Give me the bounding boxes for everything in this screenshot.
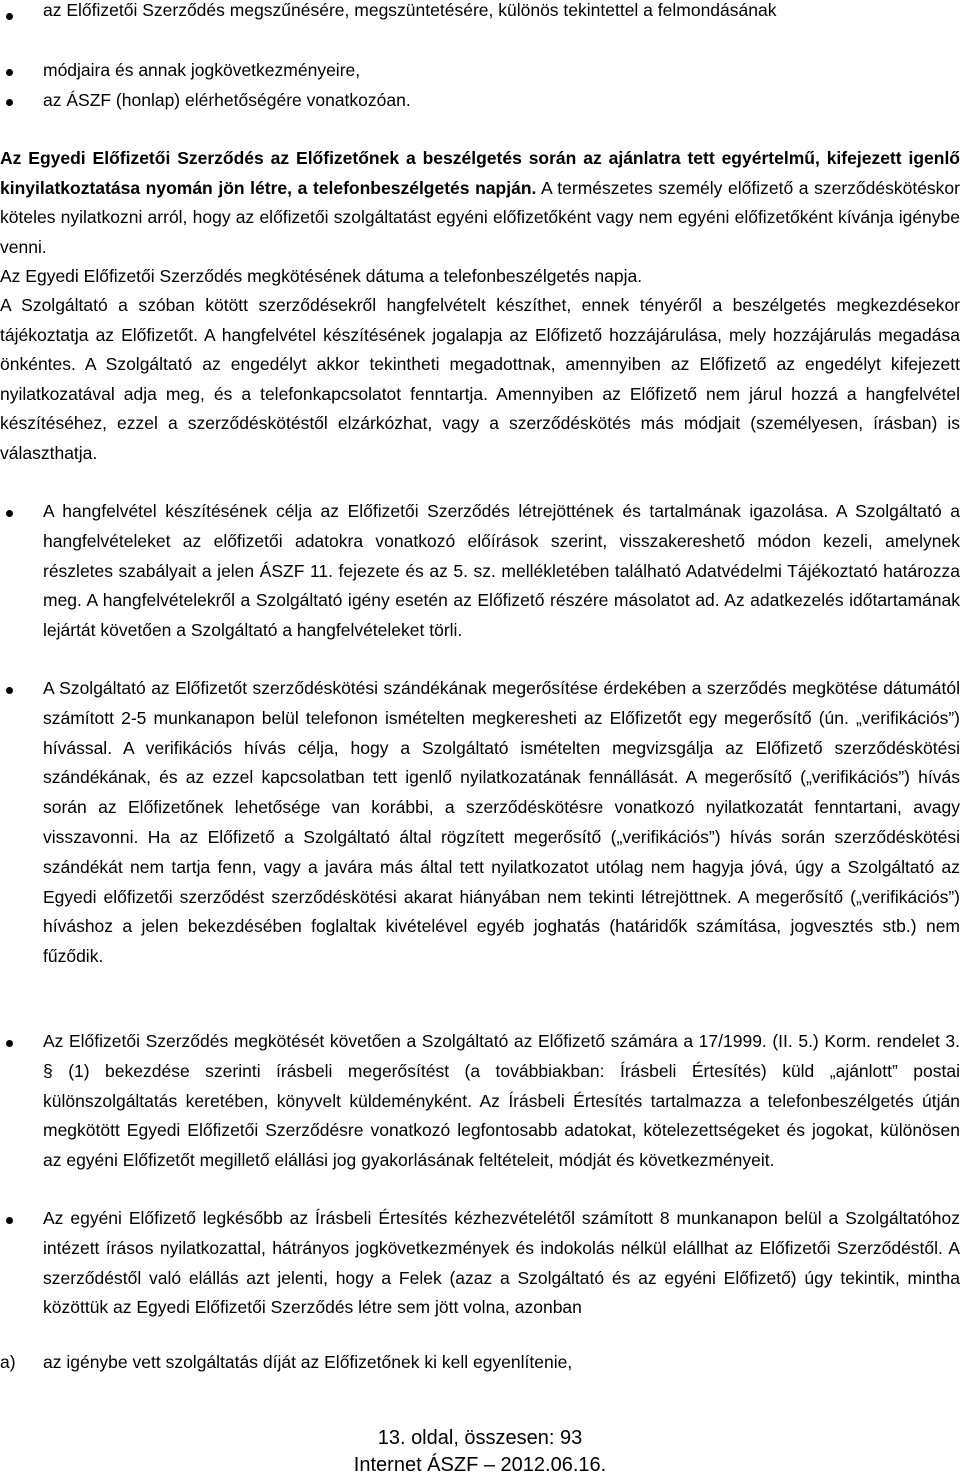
list-item-text: Az egyéni Előfizető legkésőbb az Írásbeli Értesítés kézhezvételétől számított 8 munkanapon belül a Szolgáltatóhoz intézett írásos nyilatkozattal, hátrányos jogkövetkezmények és indokolás nélkül elállhat az Előfizetői Szerződéstől. A szerződéstől való elállás azt jelenti, hogy a Felek (azaz a Szolgáltató és az egyéni Előfizető) úgy tekintik, mintha közöttük az Egyedi Előfizetői Szerződés létre sem jött volna, azonban	[43, 1208, 960, 1318]
page-number: 13. oldal, összesen: 93	[377, 1427, 583, 1449]
bullet-icon	[6, 1217, 13, 1224]
bullet-icon	[6, 13, 13, 20]
list-item-text: A Szolgáltató az Előfizetőt szerződéskötési szándékának megerősítése érdekében a szerződés megkötése dátumától számított 2-5 munkanapon belül telefonon ismételten megkeresheti az Előfizetőt egy megerősítő (ún. „verifikációs”) hívással. A verifikációs hívás célja, hogy a Szolgáltató ismételten megvizsgálja az Előfizető szerződéskötési szándékának, és az ezzel kapcsolatban tett igenlő nyilatkozatának fennállását. A megerősítő („verifikációs”) hívás során az Előfizetőnek lehetősége van korábbi, a szerződéskötésre vonatkozó nyilatkozatát fenntartani, avagy visszavonni. Ha az Előfizető a Szolgáltató által rögzített megerősítő („verifikációs”) hívás során szerződéskötési szándékát nem tartja fenn, vagy a javára más által tett nyilatkozatot utólag nem hagyja jóvá, úgy a Szolgáltató az Egyedi előfizetői szerződést szerződéskötési akarat hiányában nem tekinti létrejöttnek. A megerősítő („verifikációs”) híváshoz a jelen bekezdésében foglaltak kivételével egyéb joghatás (határidők számítása, jogvesztés stb.) nem fűződik.	[43, 678, 960, 967]
list-item-text: az Előfizetői Szerződés megszűnésére, megszüntetésére, különös tekintettel a felmondásának	[43, 0, 777, 20]
intro-paragraph	[0, 144, 960, 262]
recording-paragraph: A Szolgáltató a szóban kötött szerződésekről hangfelvételt készíthet, ennek tényéről a beszélgetés megkezdésekor tájékoztatja az Előfizetőt. A hangfelvétel készítésének jogalapja az Előfizető hozzájárulása, mely hozzájárulás megadása önkéntes. A Szolgáltató az engedélyt akkor tekintheti megadottnak, amennyiben az Előfizető az engedélyt kifejezett nyilatkozatával adja meg, és a telefonkapcsolatot fenntartja. Amennyiben az Előfizető nem járul hozzá a hangfelvétel készítéséhez, ezzel a szerződéskötéstől elzárkózhat, vagy a szerződéskötés más módjait (személyesen, írásban) is választhatja.	[0, 295, 960, 463]
intro-normal-text: A természetes személy előfizető a szerződéskötéskor köteles nyilatkozni arról, hogy az előfizetői szolgáltatást egyéni előfizetőként vagy nem egyéni előfizetőként kívánja igénybe venni.	[0, 177, 960, 257]
intro-bold-text: Az Egyedi Előfizetői Szerződés az Előfizetőnek a beszélgetés során az ajánlatra tett egyértelmű, kifejezett igenlő kinyilatkoztatása nyomán jön létre, a telefonbeszélgetés napján.	[0, 148, 960, 198]
item-marker: a)	[0, 1352, 16, 1372]
list-item-text: az ÁSZF (honlap) elérhetőségére vonatkozóan.	[43, 90, 411, 110]
bullet-icon	[6, 99, 13, 106]
list-item-text: Az Előfizetői Szerződés megkötését követően a Szolgáltató az Előfizető számára a 17/1999. (II. 5.) Korm. rendelet 3. § (1) bekezdése szerinti írásbeli megerősítést (a továbbiakban: Írásbeli Értesítés) küld „ajánlott” postai különszolgáltatás keretében, könyvelt küldeményként. Az Írásbeli Értesítés tartalmazza a telefonbeszélgetés útján megkötött Egyedi Előfizetői Szerződésre vonatkozó legfontosabb adatokat, kötelezettségeket és jogokat, különösen az egyéni Előfizetőt megillető elállási jog gyakorlásának feltételeit, módját és következményeit.	[43, 1031, 960, 1171]
bullet-icon	[6, 687, 13, 694]
document-footer: Internet ÁSZF – 2012.06.16.	[353, 1454, 607, 1476]
list-item-text: módjaira és annak jogkövetkezményeire,	[43, 60, 361, 80]
item-a-text: az igénybe vett szolgáltatás díját az Előfizetőnek ki kell egyenlítenie,	[43, 1352, 573, 1372]
bullet-icon	[6, 69, 13, 76]
bullet-icon	[6, 1040, 13, 1047]
list-item-text: A hangfelvétel készítésének célja az Előfizetői Szerződés létrejöttének és tartalmának igazolása. A Szolgáltató a hangfelvételeket az előfizetői adatokra vonatkozó előírások szerint, visszakereshető módon kezeli, amelynek részletes szabályait a jelen ÁSZF 11. fejezete és az 5. sz. mellékletében található Adatvédelmi Tájékoztató határozza meg. A hangfelvételekről a Szolgáltató igény esetén az Előfizető részére másolatot ad. Az adatkezelés időtartamának lejártát követően a Szolgáltató a hangfelvételeket törli.	[43, 501, 960, 641]
date-sentence: Az Egyedi Előfizetői Szerződés megkötésének dátuma a telefonbeszélgetés napja.	[0, 266, 643, 286]
bullet-icon	[6, 510, 13, 517]
